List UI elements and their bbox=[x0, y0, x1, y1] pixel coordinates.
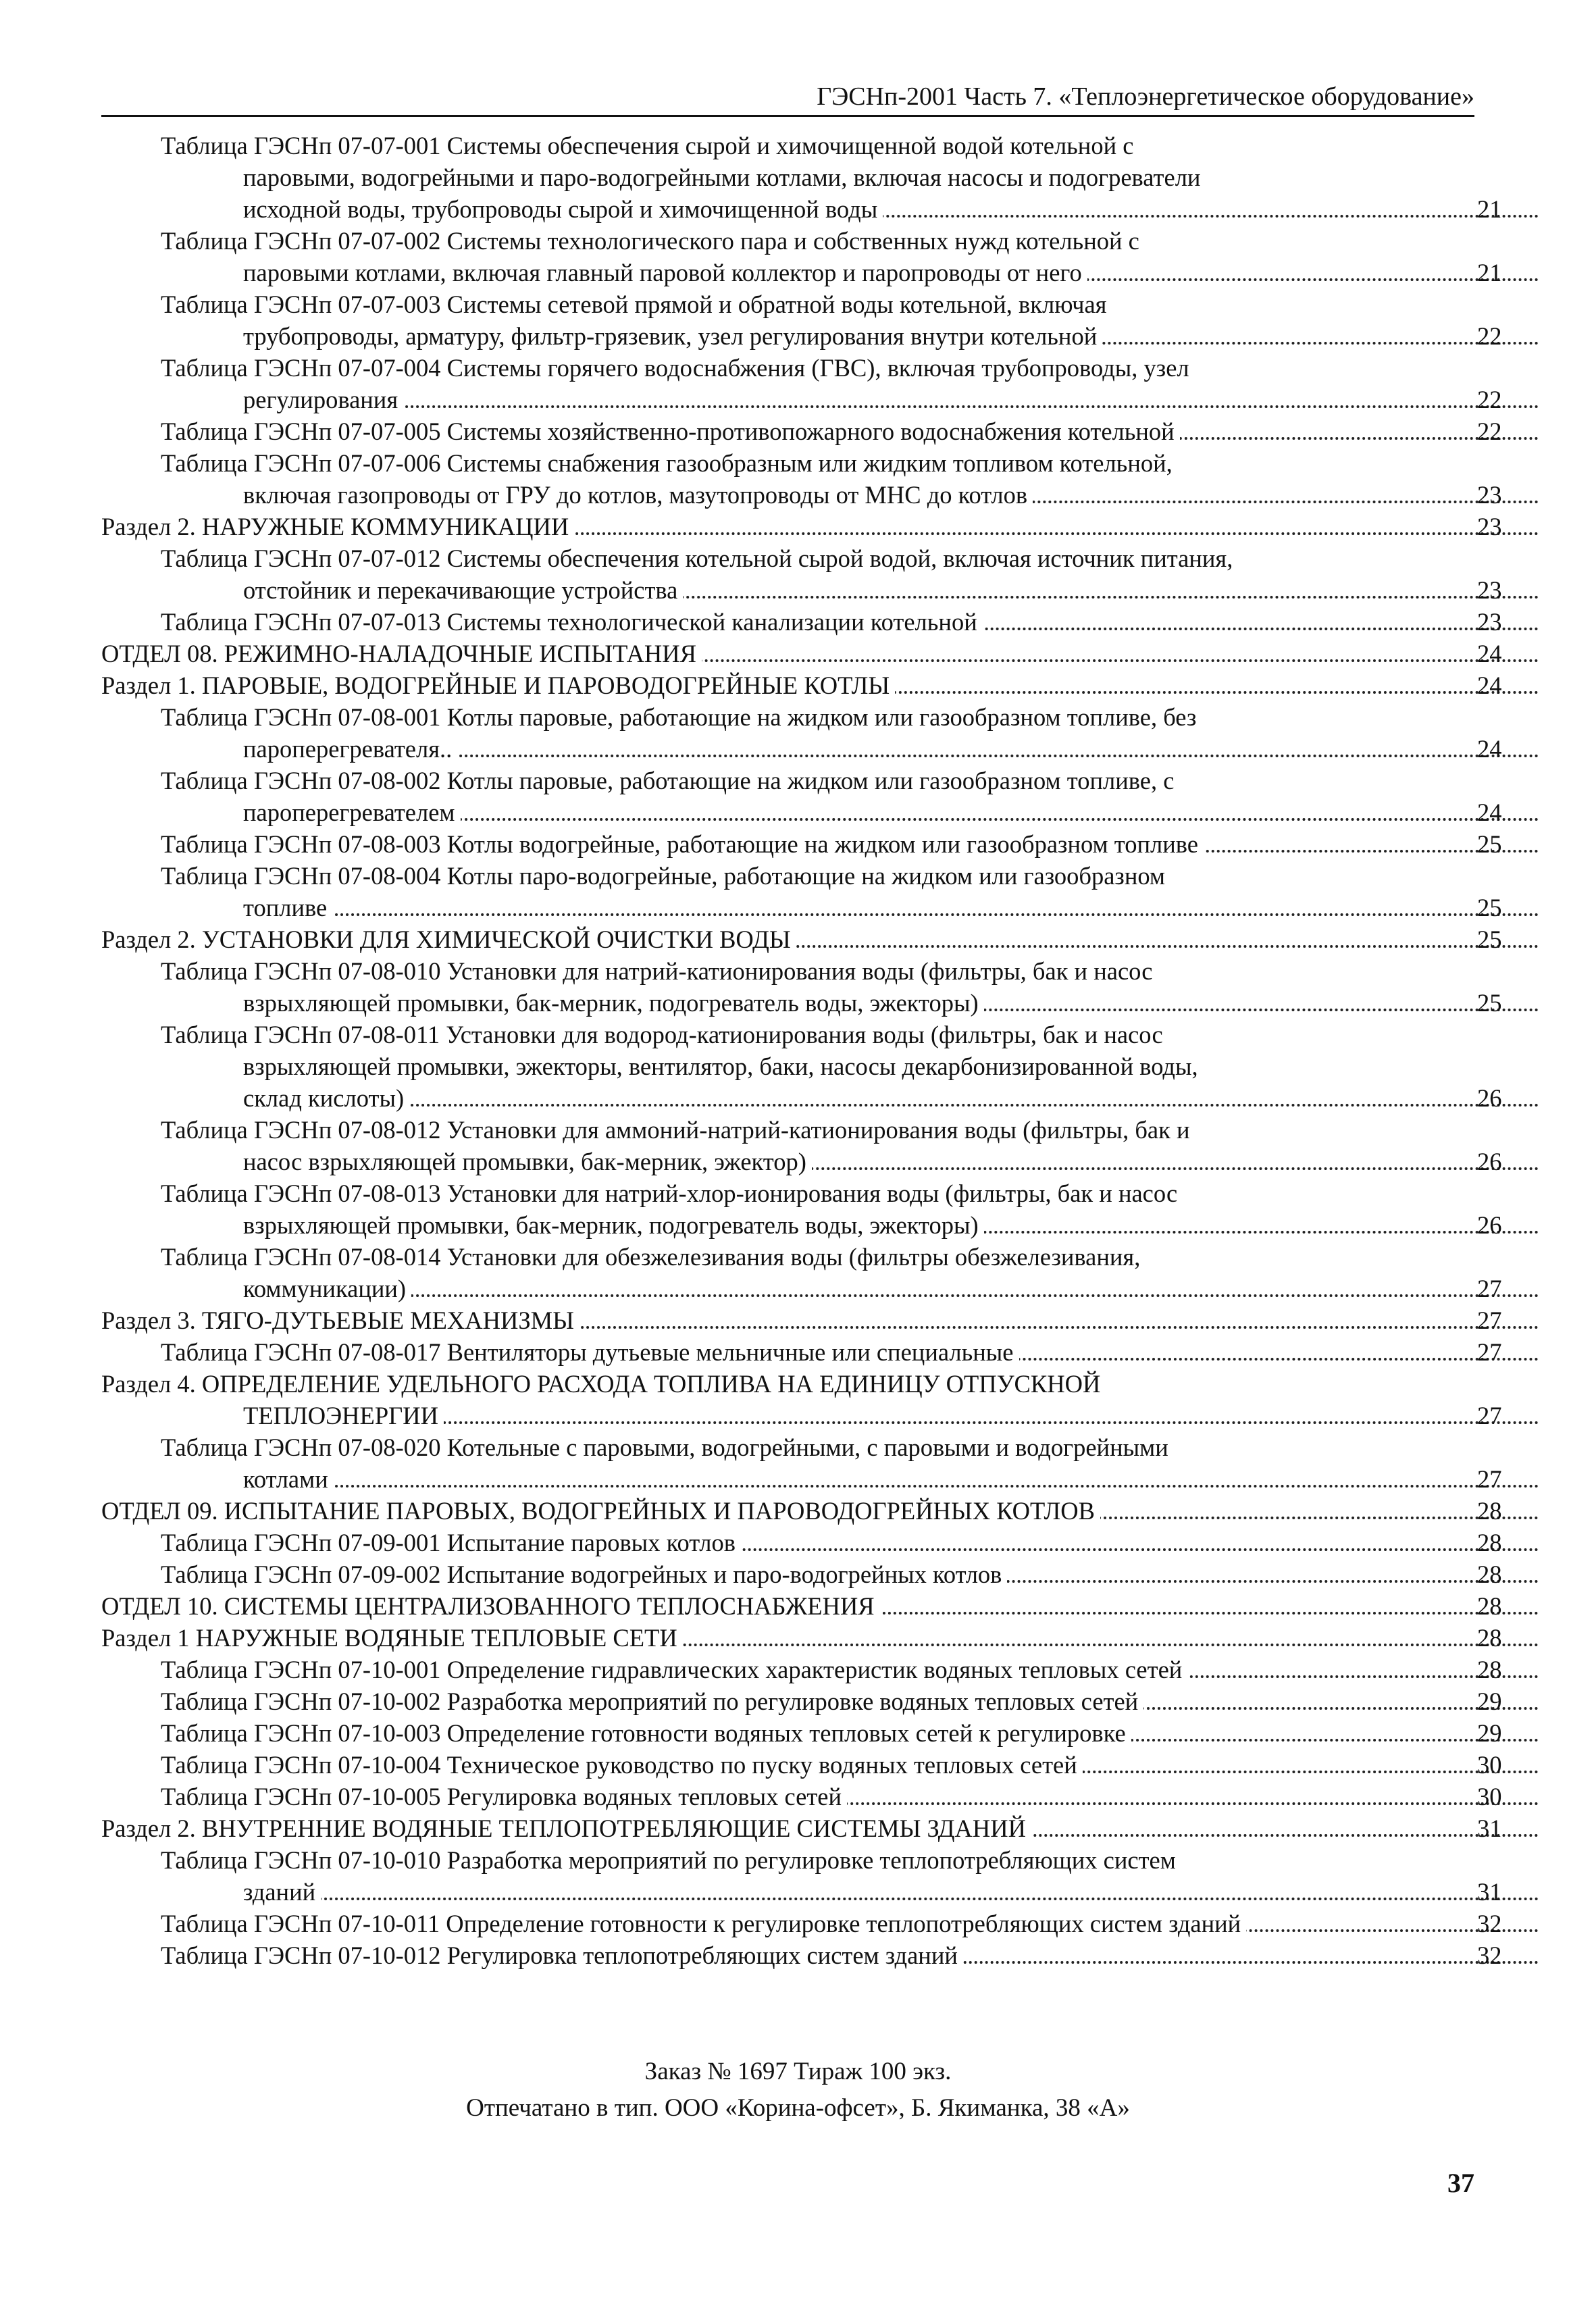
toc-entry-line bbox=[0, 130, 1596, 161]
toc-entry-text: склад кислоты) bbox=[243, 1082, 409, 1114]
toc-entry-line bbox=[0, 511, 1596, 542]
dot-leader bbox=[243, 1898, 1539, 1900]
toc-entry-line bbox=[0, 1749, 1596, 1781]
toc-page-number: 28 bbox=[1477, 1529, 1502, 1556]
toc-page-number: 22 bbox=[1477, 322, 1502, 350]
toc-page-number: 32 bbox=[1477, 1941, 1502, 1969]
toc-entry-line bbox=[0, 479, 1596, 511]
toc-entry-text: Таблица ГЭСНп 07-10-004 Техническое руководство по пуску водяных тепловых сетей bbox=[161, 1749, 1083, 1781]
toc-entry bbox=[0, 1177, 1596, 1241]
toc-entry-text: Раздел 2. УСТАНОВКИ ДЛЯ ХИМИЧЕСКОЙ ОЧИСТКИ ВОДЫ bbox=[101, 923, 796, 955]
imprint-order: Заказ № 1697 Тираж 100 экз. bbox=[644, 2058, 952, 2085]
toc-entry-text: Таблица ГЭСНп 07-07-006 Системы снабжения газообразным или жидким топливом котельной, bbox=[161, 449, 1173, 477]
toc-entry-text: Таблица ГЭСНп 07-08-017 Вентиляторы дутьевые мельничные или специальные bbox=[161, 1336, 1019, 1368]
toc-entry bbox=[0, 606, 1596, 638]
toc-page-number: 26 bbox=[1477, 1084, 1502, 1112]
toc-entry-text: Таблица ГЭСНп 07-08-001 Котлы паровые, работающие на жидком или газообразном топливе, без bbox=[161, 703, 1197, 731]
toc-entry-line bbox=[0, 1019, 1596, 1050]
toc-page-number: 25 bbox=[1477, 894, 1502, 921]
toc-entry bbox=[0, 1495, 1596, 1527]
toc-entry bbox=[0, 860, 1596, 923]
toc-entry-text: Таблица ГЭСНп 07-08-012 Установки для аммоний-натрий-катионирования воды (фильтры, бак и bbox=[161, 1116, 1190, 1144]
imprint bbox=[0, 2054, 1596, 2127]
toc-page-number: 29 bbox=[1477, 1687, 1502, 1715]
toc-entry-text: котлами bbox=[243, 1463, 334, 1495]
toc-page-number: 24 bbox=[1477, 735, 1502, 763]
toc-entry-text: Раздел 3. ТЯГО-ДУТЬЕВЫЕ МЕХАНИЗМЫ bbox=[101, 1304, 580, 1336]
toc-entry-line bbox=[0, 1177, 1596, 1209]
toc-entry-line bbox=[0, 955, 1596, 987]
toc-page-number: 23 bbox=[1477, 576, 1502, 604]
toc-entry-line bbox=[0, 1685, 1596, 1717]
toc-entry-text: Таблица ГЭСНп 07-07-005 Системы хозяйственно-противопожарного водоснабжения котельной bbox=[161, 415, 1180, 447]
toc-page-number: 28 bbox=[1477, 1624, 1502, 1652]
toc-entry-text: ОТДЕЛ 09. ИСПЫТАНИЕ ПАРОВЫХ, ВОДОГРЕЙНЫХ И ПАРОВОДОГРЕЙНЫХ КОТЛОВ bbox=[101, 1495, 1100, 1527]
toc-page-number: 23 bbox=[1477, 608, 1502, 636]
toc-entry-text: Раздел 1 НАРУЖНЫЕ ВОДЯНЫЕ ТЕПЛОВЫЕ СЕТИ bbox=[101, 1622, 683, 1654]
toc-entry-line bbox=[0, 1273, 1596, 1304]
toc-page-number: 25 bbox=[1477, 830, 1502, 858]
toc-entry-line bbox=[0, 1495, 1596, 1527]
toc-page-number: 31 bbox=[1477, 1878, 1502, 1906]
toc-entry-text: пароперегревателем bbox=[243, 796, 461, 828]
toc-entry-text: паровыми, водогрейными и паро-водогрейными котлами, включая насосы и подогреватели bbox=[243, 163, 1201, 191]
toc-entry-line bbox=[0, 384, 1596, 415]
toc-entry bbox=[0, 1749, 1596, 1781]
toc-entry-text: Таблица ГЭСНп 07-08-014 Установки для обезжелезивания воды (фильтры обезжелезивания, bbox=[161, 1243, 1141, 1271]
toc-entry-line bbox=[0, 701, 1596, 733]
toc-entry-line bbox=[0, 1241, 1596, 1273]
toc-entry-line bbox=[0, 1558, 1596, 1590]
toc-entry-text: Таблица ГЭСНп 07-07-002 Системы технологического пара и собственных нужд котельной с bbox=[161, 227, 1139, 255]
toc-page-number: 27 bbox=[1477, 1465, 1502, 1493]
toc-entry-line bbox=[0, 1717, 1596, 1749]
toc-entry-line bbox=[0, 574, 1596, 606]
toc-page-number: 22 bbox=[1477, 417, 1502, 445]
toc-entry-line bbox=[0, 765, 1596, 796]
toc-entry-text: зданий bbox=[243, 1876, 321, 1908]
toc-entry bbox=[0, 638, 1596, 669]
toc-entry-line bbox=[0, 1050, 1596, 1082]
toc-entry bbox=[0, 1304, 1596, 1336]
toc-entry-line bbox=[0, 1400, 1596, 1431]
toc-entry-text: Раздел 2. НАРУЖНЫЕ КОММУНИКАЦИИ bbox=[101, 511, 574, 542]
toc-entry-line bbox=[0, 193, 1596, 225]
toc-entry-line bbox=[0, 733, 1596, 765]
toc-entry-line bbox=[0, 1304, 1596, 1336]
toc-entry-text: Таблица ГЭСНп 07-07-004 Системы горячего водоснабжения (ГВС), включая трубопроводы, узел bbox=[161, 354, 1189, 382]
toc-entry bbox=[0, 1717, 1596, 1749]
toc-entry-line bbox=[0, 1939, 1596, 1971]
toc-entry-line bbox=[0, 860, 1596, 892]
toc-entry-text: Таблица ГЭСНп 07-08-002 Котлы паровые, работающие на жидком или газообразном топливе, с bbox=[161, 767, 1175, 794]
toc-entry-line bbox=[0, 1812, 1596, 1844]
toc-entry-line bbox=[0, 288, 1596, 320]
toc-page-number: 23 bbox=[1477, 481, 1502, 509]
toc-entry-text: Таблица ГЭСНп 07-09-002 Испытание водогрейных и паро-водогрейных котлов bbox=[161, 1558, 1007, 1590]
toc-entry-text: Таблица ГЭСНп 07-10-003 Определение готовности водяных тепловых сетей к регулировке bbox=[161, 1717, 1131, 1749]
toc-entry-text: Таблица ГЭСНп 07-09-001 Испытание паровых котлов bbox=[161, 1527, 741, 1558]
toc-entry-line bbox=[0, 352, 1596, 384]
toc-entry bbox=[0, 1844, 1596, 1908]
toc-entry-text: Таблица ГЭСНп 07-08-011 Установки для водород-катионирования воды (фильтры, бак и насос bbox=[161, 1021, 1163, 1048]
toc-entry bbox=[0, 130, 1596, 225]
header-rule bbox=[101, 115, 1474, 117]
toc-entry-line bbox=[0, 1876, 1596, 1908]
toc-entry-text: Раздел 4. ОПРЕДЕЛЕНИЕ УДЕЛЬНОГО РАСХОДА ТОПЛИВА НА ЕДИНИЦУ ОТПУСКНОЙ bbox=[101, 1370, 1101, 1398]
toc-entry bbox=[0, 1939, 1596, 1971]
toc-entry-line bbox=[0, 606, 1596, 638]
running-header: ГЭСНп-2001 Часть 7. «Теплоэнергетическое оборудование» bbox=[817, 82, 1474, 111]
toc-entry-line bbox=[0, 257, 1596, 288]
toc-entry-line bbox=[0, 320, 1596, 352]
toc-entry-line bbox=[0, 923, 1596, 955]
toc-entry-line bbox=[0, 1590, 1596, 1622]
toc-entry bbox=[0, 923, 1596, 955]
toc-entry bbox=[0, 1019, 1596, 1114]
dot-leader bbox=[243, 405, 1539, 408]
toc-entry bbox=[0, 1685, 1596, 1717]
page-number: 37 bbox=[1447, 2168, 1474, 2198]
toc-entry bbox=[0, 415, 1596, 447]
toc-entry-text: Таблица ГЭСНп 07-10-002 Разработка мероприятий по регулировке водяных тепловых сетей bbox=[161, 1685, 1143, 1717]
toc-entry-line bbox=[0, 828, 1596, 860]
toc-entry bbox=[0, 1654, 1596, 1685]
toc-entry-line bbox=[0, 1527, 1596, 1558]
toc-entry bbox=[0, 288, 1596, 352]
table-of-contents bbox=[0, 130, 1596, 1971]
toc-entry-text: насос взрыхляющей промывки, бак-мерник, эжектор) bbox=[243, 1146, 812, 1177]
toc-entry bbox=[0, 542, 1596, 606]
toc-page-number: 25 bbox=[1477, 925, 1502, 953]
toc-entry-text: топливе bbox=[243, 892, 332, 923]
toc-entry bbox=[0, 1781, 1596, 1812]
toc-page-number: 23 bbox=[1477, 513, 1502, 540]
toc-entry-text: Таблица ГЭСНп 07-10-005 Регулировка водяных тепловых сетей bbox=[161, 1781, 847, 1812]
toc-page-number: 30 bbox=[1477, 1783, 1502, 1810]
toc-entry-text: ОТДЕЛ 10. СИСТЕМЫ ЦЕНТРАЛИЗОВАННОГО ТЕПЛОСНАБЖЕНИЯ bbox=[101, 1590, 880, 1622]
toc-entry-text: Таблица ГЭСНп 07-08-003 Котлы водогрейные, работающие на жидком или газообразном топливе bbox=[161, 828, 1204, 860]
toc-page-number: 27 bbox=[1477, 1338, 1502, 1366]
toc-entry bbox=[0, 1241, 1596, 1304]
toc-entry-line bbox=[0, 1431, 1596, 1463]
toc-page-number: 27 bbox=[1477, 1275, 1502, 1302]
toc-page-number: 31 bbox=[1477, 1814, 1502, 1842]
toc-entry-line bbox=[0, 1781, 1596, 1812]
dot-leader bbox=[243, 1104, 1539, 1107]
toc-page-number: 26 bbox=[1477, 1211, 1502, 1239]
toc-entry-text: Таблица ГЭСНп 07-08-020 Котельные с паровыми, водогрейными, с паровыми и водогрейными bbox=[161, 1433, 1168, 1461]
toc-entry-line bbox=[0, 1908, 1596, 1939]
toc-entry bbox=[0, 352, 1596, 415]
toc-entry-text: коммуникации) bbox=[243, 1273, 411, 1304]
toc-page-number: 22 bbox=[1477, 386, 1502, 413]
toc-entry bbox=[0, 1908, 1596, 1939]
toc-entry bbox=[0, 828, 1596, 860]
toc-entry-text: взрыхляющей промывки, бак-мерник, подогреватель воды, эжекторы) bbox=[243, 987, 984, 1019]
toc-entry-line bbox=[0, 1463, 1596, 1495]
toc-entry-line bbox=[0, 1146, 1596, 1177]
toc-entry-text: Таблица ГЭСНп 07-08-013 Установки для натрий-хлор-ионирования воды (фильтры, бак и насос bbox=[161, 1179, 1178, 1207]
toc-entry-line bbox=[0, 1082, 1596, 1114]
toc-entry-text: регулирования bbox=[243, 384, 403, 415]
toc-entry-text: пароперегревателя.. bbox=[243, 733, 457, 765]
toc-entry bbox=[0, 669, 1596, 701]
toc-page-number: 27 bbox=[1477, 1402, 1502, 1429]
dot-leader bbox=[243, 1294, 1539, 1297]
toc-entry bbox=[0, 447, 1596, 511]
toc-entry-text: исходной воды, трубопроводы сырой и химочищенной воды bbox=[243, 193, 883, 225]
toc-entry-text: ТЕПЛОЭНЕРГИИ bbox=[243, 1400, 444, 1431]
dot-leader bbox=[243, 1485, 1539, 1488]
toc-entry bbox=[0, 1812, 1596, 1844]
toc-entry-line bbox=[0, 542, 1596, 574]
toc-page-number: 24 bbox=[1477, 671, 1502, 699]
toc-entry-line bbox=[0, 1844, 1596, 1876]
toc-entry bbox=[0, 1622, 1596, 1654]
toc-page-number: 28 bbox=[1477, 1497, 1502, 1525]
toc-entry-line bbox=[0, 1622, 1596, 1654]
toc-page-number: 27 bbox=[1477, 1306, 1502, 1334]
toc-entry-text: Таблица ГЭСНп 07-07-003 Системы сетевой прямой и обратной воды котельной, включая bbox=[161, 290, 1107, 318]
toc-entry-line bbox=[0, 987, 1596, 1019]
toc-page-number: 26 bbox=[1477, 1148, 1502, 1175]
toc-entry-line bbox=[0, 669, 1596, 701]
toc-entry-text: Таблица ГЭСНп 07-10-010 Разработка мероприятий по регулировке теплопотребляющих систем bbox=[161, 1846, 1176, 1874]
toc-entry-line bbox=[0, 1368, 1596, 1400]
toc-entry-text: Таблица ГЭСНп 07-07-012 Системы обеспечения котельной сырой водой, включая источник питания, bbox=[161, 544, 1233, 572]
toc-page-number: 21 bbox=[1477, 259, 1502, 286]
toc-entry-text: взрыхляющей промывки, эжекторы, вентилятор, баки, насосы декарбонизированной воды, bbox=[243, 1052, 1198, 1080]
toc-entry-text: отстойник и перекачивающие устройства bbox=[243, 574, 683, 606]
toc-page-number: 28 bbox=[1477, 1560, 1502, 1588]
toc-entry bbox=[0, 701, 1596, 765]
toc-entry bbox=[0, 1114, 1596, 1177]
toc-entry-text: Таблица ГЭСНп 07-08-004 Котлы паро-водогрейные, работающие на жидком или газообразном bbox=[161, 862, 1166, 890]
toc-entry-line bbox=[0, 225, 1596, 257]
toc-entry bbox=[0, 1336, 1596, 1368]
toc-page-number: 21 bbox=[1477, 195, 1502, 223]
toc-entry-text: Таблица ГЭСНп 07-10-012 Регулировка теплопотребляющих систем зданий bbox=[161, 1939, 963, 1971]
dot-leader bbox=[243, 913, 1539, 916]
toc-entry-text: ОТДЕЛ 08. РЕЖИМНО-НАЛАДОЧНЫЕ ИСПЫТАНИЯ bbox=[101, 638, 702, 669]
imprint-printer: Отпечатано в тип. ООО «Корина-офсет», Б. Якиманка, 38 «А» bbox=[466, 2094, 1130, 2122]
toc-entry-text: трубопроводы, арматуру, фильтр-грязевик, узел регулирования внутри котельной bbox=[243, 320, 1102, 352]
toc-entry-line bbox=[0, 638, 1596, 669]
toc-page-number: 28 bbox=[1477, 1656, 1502, 1683]
toc-entry bbox=[0, 955, 1596, 1019]
toc-page-number: 28 bbox=[1477, 1592, 1502, 1620]
toc-entry-text: паровыми котлами, включая главный паровой коллектор и паропроводы от него bbox=[243, 257, 1087, 288]
toc-entry-text: Таблица ГЭСНп 07-07-013 Системы технологической канализации котельной bbox=[161, 606, 983, 638]
toc-entry bbox=[0, 1527, 1596, 1558]
toc-entry-text: Таблица ГЭСНп 07-08-010 Установки для натрий-катионирования воды (фильтры, бак и насос bbox=[161, 957, 1153, 985]
toc-page-number: 30 bbox=[1477, 1751, 1502, 1779]
toc-entry-text: взрыхляющей промывки, бак-мерник, подогреватель воды, эжекторы) bbox=[243, 1209, 984, 1241]
toc-entry bbox=[0, 225, 1596, 288]
toc-entry-line bbox=[0, 892, 1596, 923]
toc-entry bbox=[0, 1558, 1596, 1590]
toc-entry-line bbox=[0, 1654, 1596, 1685]
toc-entry-text: Таблица ГЭСНп 07-07-001 Системы обеспечения сырой и химочищенной водой котельной с bbox=[161, 132, 1134, 159]
toc-entry bbox=[0, 1368, 1596, 1431]
toc-page-number: 32 bbox=[1477, 1910, 1502, 1937]
toc-page-number: 29 bbox=[1477, 1719, 1502, 1747]
toc-entry-line bbox=[0, 447, 1596, 479]
toc-entry bbox=[0, 511, 1596, 542]
toc-page-number: 24 bbox=[1477, 798, 1502, 826]
toc-entry bbox=[0, 1590, 1596, 1622]
toc-entry-text: включая газопроводы от ГРУ до котлов, мазутопроводы от МНС до котлов bbox=[243, 479, 1033, 511]
toc-entry-text: Таблица ГЭСНп 07-10-001 Определение гидравлических характеристик водяных тепловых сетей bbox=[161, 1654, 1187, 1685]
toc-entry-line bbox=[0, 415, 1596, 447]
toc-entry-line bbox=[0, 161, 1596, 193]
toc-entry bbox=[0, 1431, 1596, 1495]
toc-entry-text: Таблица ГЭСНп 07-10-011 Определение готовности к регулировке теплопотребляющих систем зданий bbox=[161, 1908, 1246, 1939]
toc-entry-line bbox=[0, 1114, 1596, 1146]
toc-entry-line bbox=[0, 1209, 1596, 1241]
toc-page-number: 24 bbox=[1477, 640, 1502, 667]
toc-entry bbox=[0, 765, 1596, 828]
toc-entry-text: Раздел 1. ПАРОВЫЕ, ВОДОГРЕЙНЫЕ И ПАРОВОДОГРЕЙНЫЕ КОТЛЫ bbox=[101, 669, 895, 701]
toc-page-number: 25 bbox=[1477, 989, 1502, 1017]
toc-entry-text: Раздел 2. ВНУТРЕННИЕ ВОДЯНЫЕ ТЕПЛОПОТРЕБЛЯЮЩИЕ СИСТЕМЫ ЗДАНИЙ bbox=[101, 1812, 1031, 1844]
toc-entry-line bbox=[0, 796, 1596, 828]
toc-entry-line bbox=[0, 1336, 1596, 1368]
